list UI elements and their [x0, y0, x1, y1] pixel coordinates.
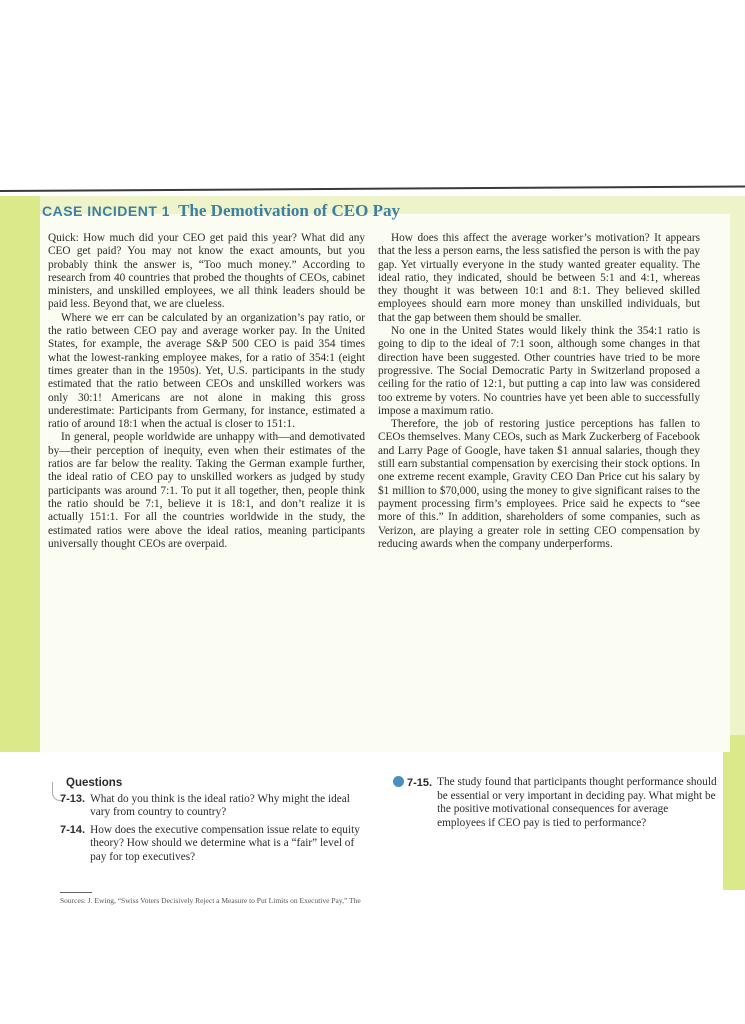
questions-left	[60, 777, 370, 868]
case-title: The Demotivation of CEO Pay	[178, 201, 401, 220]
left-column	[48, 232, 365, 551]
question-text: How does the executive compensation issue relate to equity theory? How should we determine what is a “fair” level of pay for top executives?	[90, 823, 360, 863]
question-number: 7-15.	[407, 777, 433, 789]
source-note: Sources: J. Ewing, “Swiss Voters Decisively Reject a Measure to Put Limits on Executive Pay,” The	[60, 896, 361, 905]
left-paragraph-2: Where we err can be calculated by an organization’s pay ratio, or the ratio between CEO pay and average worker pay. In the United States, for example, the average S&P 500 CEO is paid 354 times what the lowest-ranking employee makes, for a ratio of 354:1 (eight times greater than in the 1950s). Yet, U.S. participants in the study estimated that the ratio between CEOs and unskilled workers was only 30:1! Americans are not alone in making this gross underestimate: Participants from Germany, for instance, estimated a ratio of around 18:1 when the actual is closer to 151:1.	[48, 311, 365, 431]
question-text: The study found that participants thought performance should be essential or very important in deciding pay. What might be the positive motivational consequences for average employees if CEO pay is tied to performance?	[437, 776, 717, 829]
assisted-grading-icon	[393, 776, 404, 787]
questions-heading: Questions	[66, 777, 123, 789]
question-number: 7-14.	[60, 823, 86, 836]
case-title-row	[42, 201, 400, 223]
left-paragraph-1: Quick: How much did your CEO get paid this year? What did any CEO get paid? You may not know the exact amounts, but you probably think the answer is, “Too much money.” According to research from 40 countries that probed the thoughts of CEOs, cabinet ministers, and unskilled employees, we all think leaders should be paid less. Beyond that, we are clueless.	[48, 232, 365, 311]
case-label: CASE INCIDENT 1	[42, 203, 171, 219]
right-paragraph-2: No one in the United States would likely think the 354:1 ratio is going to dip to the ideal of 7:1 soon, although some changes in that direction have been suggested. Other countries have tried to be more progressive. The Social Democratic Party in Switzerland proposed a ceiling for the ratio of 12:1, but putting a cap into law was considered too extreme by voters. No countries have yet been able to successfully impose a maximum ratio.	[378, 325, 700, 417]
questions-right	[393, 776, 718, 834]
green-strip-left	[0, 196, 40, 752]
question-number: 7-13.	[60, 792, 86, 805]
question-text: What do you think is the ideal ratio? Why might the ideal vary from country to country?	[90, 792, 350, 818]
question-item	[60, 793, 370, 820]
question-item	[393, 776, 718, 830]
left-paragraph-3: In general, people worldwide are unhappy with—and demotivated by—their perception of inequity, even when their estimates of the ratios are far below the reality. Taking the German example further, the ideal ratio of CEO pay to unskilled workers as judged by study participants was around 7:1. To put it all together, then, people think the ratio should be 7:1, believe it is 18:1, and don’t realize it is actually 151:1. For all the countries worldwide in the study, the estimated ratios were above the ideal ratios, meaning participants universally thought CEOs are overpaid.	[48, 431, 365, 550]
right-paragraph-1: How does this affect the average worker’s motivation? It appears that the less a person earns, the less satisfied the person is with the pay gap. Yet virtually everyone in the study wanted greater equality. The ideal ratio, they indicated, should be between 5:1 and 4:1, whereas they thought it was between 10:1 and 8:1. They believed skilled employees should earn more money than unskilled individuals, but that the gap between them should be smaller.	[378, 232, 700, 324]
right-column	[378, 232, 700, 551]
right-paragraph-3: Therefore, the job of restoring justice perceptions has fallen to CEOs themselves. Many CEOs, such as Mark Zuckerberg of Facebook and Larry Page of Google, have taken $1 annual salaries, though they still earn substantial compensation by exercising their stock options. In one extreme recent example, Gravity CEO Dan Price cut his salary by $1 million to $70,000, using the money to give significant raises to the payment processing firm’s employees. Price said he expects to “see more of this.” In addition, shareholders of some companies, such as Verizon, are playing a greater role in setting CEO compensation by reducing awards when the company underperforms.	[378, 418, 700, 550]
green-strip-right	[723, 735, 745, 890]
source-rule	[60, 892, 92, 893]
question-item	[60, 824, 370, 865]
top-rule	[0, 185, 745, 192]
question-number-with-marker	[393, 776, 432, 830]
